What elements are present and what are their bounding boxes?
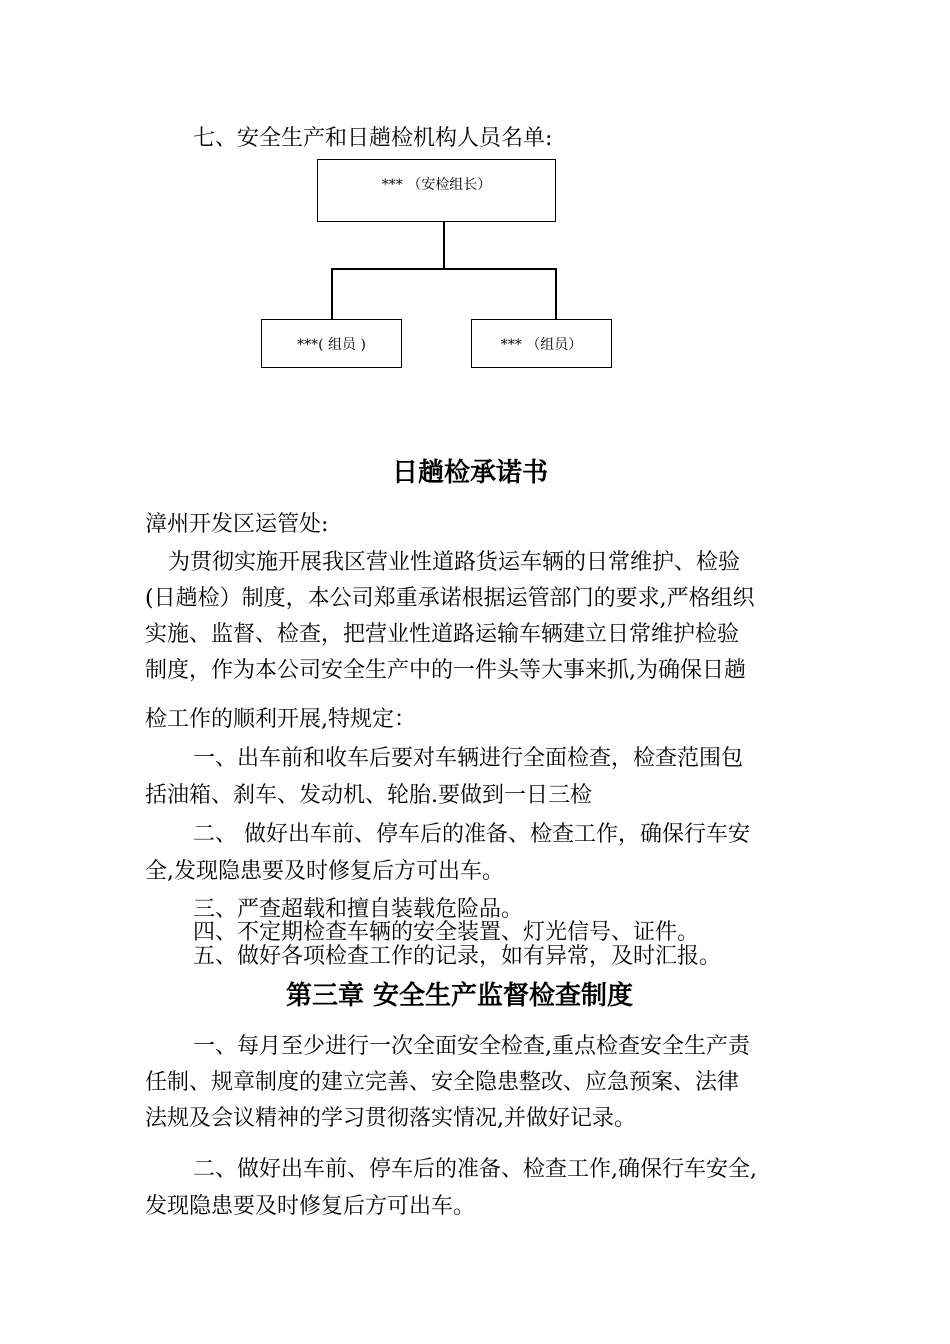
intro-line-2: (日趟检）制度，本公司郑重承诺根据运管部门的要求,严格组织 (145, 586, 755, 611)
intro-line-4: 制度，作为本公司安全生产中的一件头等大事来抓,为确保日趟 (145, 658, 746, 683)
chapter3-item-1-line-3: 法规及会议精神的学习贯彻落实情况,并做好记录。 (145, 1106, 636, 1131)
org-box-member-2 (471, 319, 612, 368)
org-box-leader (317, 159, 556, 222)
intro-line-3: 实施、监督、检查，把营业性道路运输车辆建立日常维护检验 (145, 622, 740, 647)
chapter3-item-1-line-1: 一、每月至少进行一次全面安全检查,重点检查安全生产责 (193, 1034, 750, 1059)
chapter3-item-2-line-2: 发现隐患要及时修复后方可出车。 (145, 1194, 476, 1219)
org-connector-vertical (443, 222, 445, 269)
intro-line-5: 检工作的顺利开展,特规定： (145, 707, 416, 732)
rule-3: 三、严查超载和擅自装载危险品。 (193, 897, 524, 922)
rule-2-line-2: 全,发现隐患要及时修复后方可出车。 (145, 859, 504, 884)
pledge-title: 日趟检承诺书 (392, 458, 549, 488)
section7-heading: 七、安全生产和日趟检机构人员名单: (193, 126, 553, 151)
chapter3-item-1-line-2: 任制、规章制度的建立完善、安全隐患整改、应急预案、法律 (145, 1070, 740, 1095)
org-connector-right (555, 268, 557, 320)
org-member2-label: *** （组员） (500, 337, 583, 353)
rule-5: 五、做好各项检查工作的记录，如有异常，及时汇报。 (193, 944, 722, 969)
rule-1-line-1: 一、出车前和收车后要对车辆进行全面检查，检查范围包 (193, 746, 744, 771)
org-leader-label: *** （安检组长） (381, 177, 492, 193)
org-connector-left (331, 268, 333, 320)
intro-line-1: 为贯彻实施开展我区营业性道路货运车辆的日常维护、检验 (168, 550, 741, 575)
org-connector-horizontal (331, 268, 556, 270)
org-box-member-1 (261, 319, 402, 368)
rule-1-line-2: 括油箱、刹车、发动机、轮胎.要做到一日三检 (145, 783, 592, 808)
org-member1-label: ***( 组员 ) (297, 337, 366, 353)
rule-4: 四、不定期检查车辆的安全装置、灯光信号、证件。 (193, 920, 700, 945)
chapter3-item-2-line-1: 二、做好出车前、停车后的准备、检查工作,确保行车安全, (193, 1157, 757, 1182)
chapter3-title: 第三章 安全生产监督检查制度 (286, 981, 634, 1011)
recipient: 漳州开发区运管处: (145, 512, 329, 537)
rule-2-line-1: 二、 做好出车前、停车后的准备、检查工作，确保行车安 (193, 822, 750, 847)
